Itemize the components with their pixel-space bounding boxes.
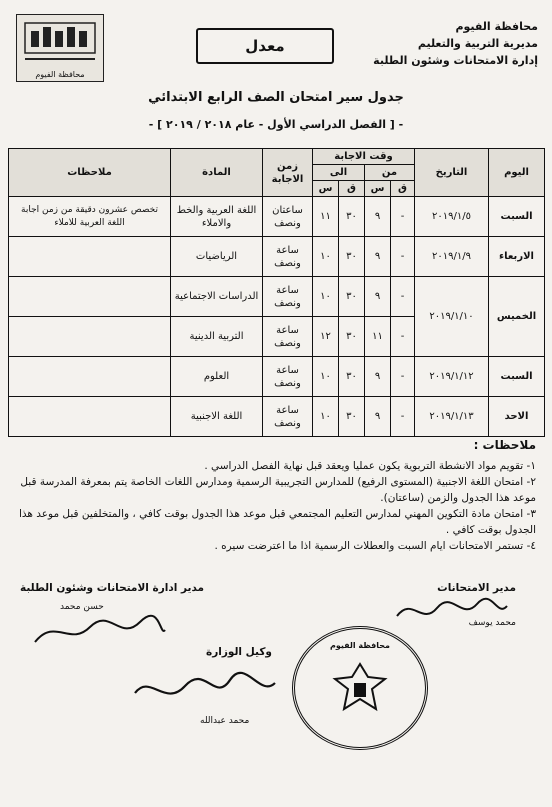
cell-to-minute: ٣٠ [339,277,365,317]
header-to-minute: ق [339,181,365,197]
cell-day: الاحد [489,397,545,437]
deputy-signature-icon [130,668,280,713]
header-date: التاريخ [415,149,489,197]
cell-from-hour: ١١ [365,317,391,357]
cell-subject: الرياضيات [171,237,263,277]
note-item: ١- تقويم مواد الانشطة التربوية يكون عمليا ويعقد قبل نهاية الفصل الدراسي . [204,460,536,472]
exams-manager-title: مدير الامتحانات [437,582,516,594]
stamp-caption: محافظة الفيوم [329,641,391,650]
cell-remarks [9,357,171,397]
table-row [9,237,545,277]
header-to-hour: س [313,181,339,197]
cell-duration: ساعة ونصف [263,277,313,317]
governorate-name: محافظة الفيوم [455,20,538,33]
header-subject: المادة [171,149,263,197]
cell-date: ٢٠١٩/١/٩ [415,237,489,277]
cell-date: ٢٠١٩/١/٥ [415,197,489,237]
header-remarks: ملاحظات [9,149,171,197]
header-from-hour: س [365,181,391,197]
note-item: ٣- امتحان مادة التكوين المهني لمدارس التعليم المجتمعي قبل موعد هذا الجدول بوقت كافي ، والمتخلفين قبل موعد هذا الجدول بوقت كافي . [18,508,536,536]
cell-from-minute: - [391,237,415,277]
exams-manager-name: محمد يوسف [468,618,516,628]
cell-to-minute: ٣٠ [339,237,365,277]
department-name: إدارة الامتحانات وشئون الطلبة [373,54,538,67]
cell-duration: ساعة ونصف [263,357,313,397]
cell-day: الخميس [489,277,545,357]
cell-remarks: تخصص عشرون دقيقة من زمن اجابة اللغة العربية للاملاء [9,197,171,237]
cell-to-hour: ١٠ [313,357,339,397]
cell-remarks [9,277,171,317]
header-from-minute: ق [391,181,415,197]
directorate-name: مديرية التربية والتعليم [417,37,538,50]
cell-to-minute: ٣٠ [339,197,365,237]
header-from: من [365,165,415,181]
cell-subject: اللغة العربية والخط والاملاء [171,197,263,237]
notes-title: ملاحظات : [473,438,536,452]
header-duration: زمن الاجابة [263,149,313,197]
exams-manager-signature-icon [392,596,512,626]
cell-date: ٢٠١٩/١/١٠ [415,277,489,357]
logo-caption: محافظة الفيوم [35,70,85,79]
header-answer-time: وقت الاجابة [313,149,415,165]
cell-subject: التربية الدينية [171,317,263,357]
cell-to-hour: ١٠ [313,277,339,317]
header-to: الى [313,165,365,181]
cell-to-minute: ٣٠ [339,397,365,437]
dept-manager-title: مدير ادارة الامتحانات وشئون الطلبة [20,582,205,594]
official-stamp [292,626,428,750]
deputy-title: وكيل الوزارة [206,646,272,658]
note-item: ٢- امتحان اللغة الاجنبية (المستوى الرفيع) للمدارس التجريبية الرسمية ومدارس اللغات الخاصة يتم بمعرفة المدرسة قبل موعد هذا الجدول والزمن (ساعتان). [20,476,536,504]
table-row [9,197,545,237]
exam-schedule-table [8,148,545,437]
deputy-name: محمد عبدالله [200,716,250,726]
cell-remarks [9,237,171,277]
table-row [9,357,545,397]
dept-manager-signature-icon [30,612,170,652]
cell-remarks [9,317,171,357]
cell-duration: ساعتان ونصف [263,197,313,237]
page-title: جدول سير امتحان الصف الرابع الابتدائي [148,90,404,105]
cell-to-minute: ٣٠ [339,357,365,397]
ministry-logo [16,14,104,82]
amended-badge: معدل [196,28,334,64]
cell-from-hour: ٩ [365,397,391,437]
cell-date: ٢٠١٩/١/١٣ [415,397,489,437]
eagle-emblem-icon [330,659,390,719]
cell-to-hour: ١٠ [313,237,339,277]
cell-from-minute: - [391,197,415,237]
cell-duration: ساعة ونصف [263,317,313,357]
cell-from-minute: - [391,397,415,437]
header-day: اليوم [489,149,545,197]
cell-to-minute: ٣٠ [339,317,365,357]
cell-from-minute: - [391,277,415,317]
dept-manager-name: حسن محمد [60,602,104,612]
cell-to-hour: ١١ [313,197,339,237]
header-block [338,18,538,69]
table-header-row [9,149,545,165]
cell-from-hour: ٩ [365,197,391,237]
cell-to-hour: ١٢ [313,317,339,357]
cell-subject: الدراسات الاجتماعية [171,277,263,317]
cell-subject: العلوم [171,357,263,397]
notes-list [16,458,536,554]
note-item: ٤- تستمر الامتحانات ايام السبت والعطلات الرسمية اذا ما اعترضت سيره . [214,540,536,552]
cell-from-hour: ٩ [365,237,391,277]
cell-remarks [9,397,171,437]
cell-from-minute: - [391,317,415,357]
cell-duration: ساعة ونصف [263,397,313,437]
table-row [9,277,545,317]
cell-from-hour: ٩ [365,357,391,397]
logo-emblem-icon [17,15,103,67]
cell-date: ٢٠١٩/١/١٢ [415,357,489,397]
cell-day: الاربعاء [489,237,545,277]
cell-subject: اللغة الاجنبية [171,397,263,437]
cell-from-hour: ٩ [365,277,391,317]
page-subtitle: - [ الفصل الدراسي الأول - عام ٢٠١٨ / ٢٠١٩ ] - [148,118,404,131]
cell-to-hour: ١٠ [313,397,339,437]
cell-from-minute: - [391,357,415,397]
cell-day: السبت [489,197,545,237]
cell-duration: ساعة ونصف [263,237,313,277]
table-row [9,397,545,437]
cell-day: السبت [489,357,545,397]
